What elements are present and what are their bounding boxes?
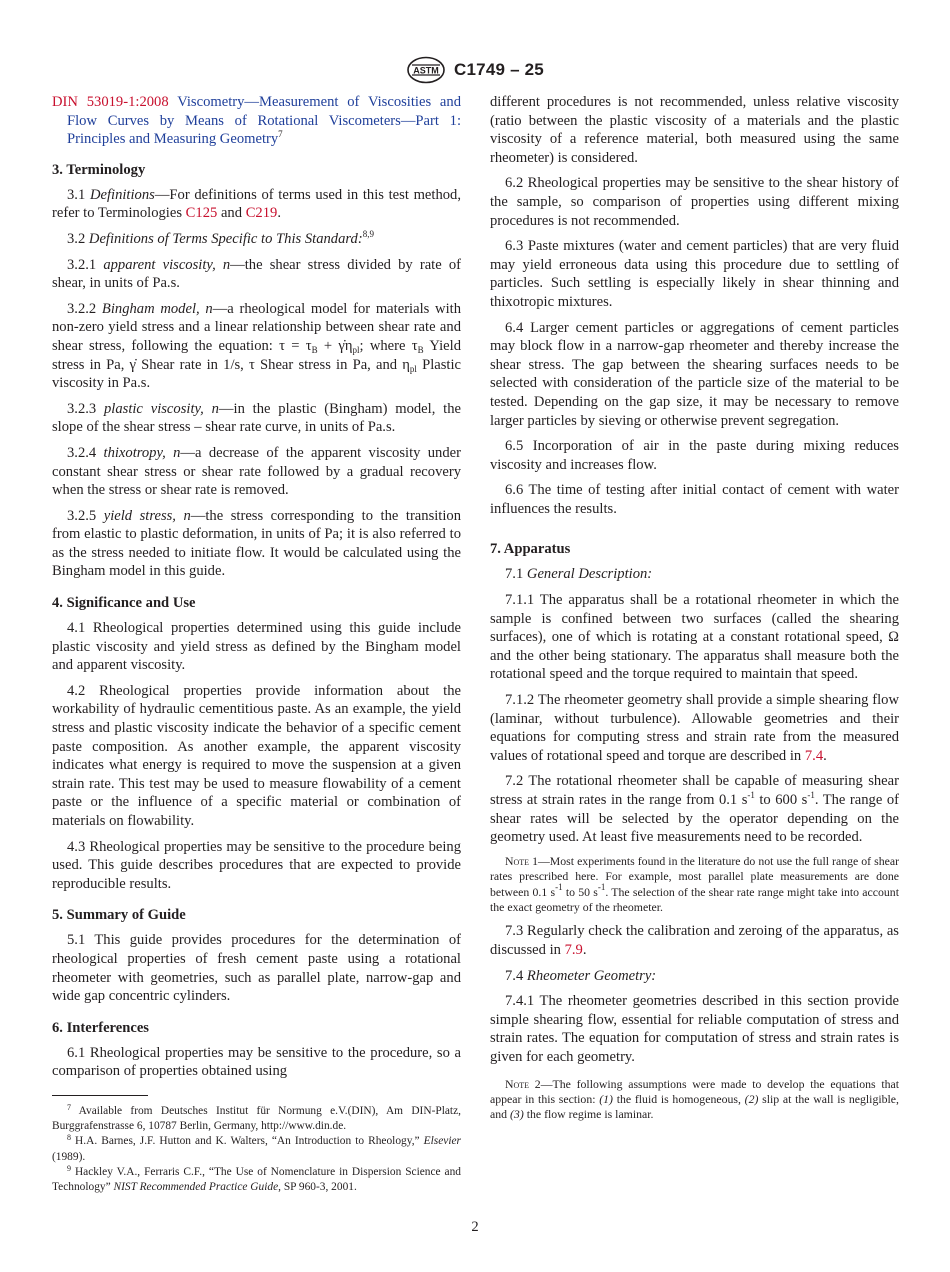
section-7-9-link[interactable]: 7.9	[564, 942, 583, 958]
footnote-ref-7: 7	[278, 129, 283, 140]
para-3-1: 3.1 Definitions—For definitions of terms used in this test method, refer to Terminologies C125 and C219.	[52, 186, 461, 222]
din-title-link[interactable]: Viscometry—Measurement of Viscosities and Flow Curves by Means of Rotational Viscometers—Part 1: Principles and Measuring Geometry	[67, 94, 461, 148]
footnote-divider	[52, 1095, 148, 1096]
para-6-1-cont: different procedures is not recommended, unless relative viscosity (ratio between the plastic viscosity of a materials and the plastic viscosity of a reference material, both measured using the same rheometer) is considered.	[490, 94, 899, 166]
para-3-2-3: 3.2.3 plastic viscosity, n—in the plastic (Bingham) model, the slope of the shear stress – shear rate curve, in units of Pa.s.	[52, 400, 461, 436]
para-7-1: 7.1 General Description:	[505, 566, 653, 583]
footnote-7: $^7$ Available from Deutsches Institut für Normung e.V.(DIN), Am DIN-Platz, Burggrafenstrasse 6, 10787 Berlin, Germany, http://www.din.de.	[52, 1103, 461, 1133]
para-6-2: 6.2 Rheological properties may be sensitive to the shear history of the sample, so comparison of properties using different mixing procedures is not recommended.	[490, 175, 899, 229]
page-number: 2	[471, 1219, 479, 1235]
para-5-1: 5.1 This guide provides procedures for the determination of rheological properties of fresh cement paste using a rotational rheometer with geometries, such as parallel plate, narrow-gap and wide gap concentric cylinders.	[52, 932, 461, 1005]
para-3-2: 3.2 Definitions of Terms Specific to This Standard:$^{8,9}$	[67, 228, 374, 247]
para-7-1-2: 7.1.2 The rheometer geometry shall provide a simple shearing flow (laminar, without turbulence). Allowable geometries and their equations for computing stress and strain rate from the measured values of rotational speed and torque are described in 7.4.	[490, 692, 899, 764]
para-7-1-1: 7.1.1 The apparatus shall be a rotational rheometer in which the sample is confined between two surfaces (called the shearing surfaces), one of which is rotating at a constant rotational speed, Ω and the other being stationary. The apparatus shall measure both the rotational speed and the torque required to maintain that speed.	[490, 592, 899, 683]
para-6-5: 6.5 Incorporation of air in the paste during mixing reduces viscosity and increases flow.	[490, 438, 899, 473]
para-7-3: 7.3 Regularly check the calibration and zeroing of the apparatus, as discussed in 7.9.	[490, 923, 899, 958]
para-3-2-1: 3.2.1 apparent viscosity, n—the shear stress divided by rate of shear, in units of Pa.s.	[52, 256, 462, 292]
para-6-3: 6.3 Paste mixtures (water and cement particles) that are very fluid may yield erroneous data using this procedure due to settling of particles. Such settling is especially likely in shear thinning and thixotropic mixtures.	[490, 238, 899, 310]
section-7-4-link[interactable]: 7.4	[804, 747, 824, 764]
para-6-6: 6.6 The time of testing after initial contact of cement with water influences the results.	[490, 482, 899, 517]
astm-logo-icon	[406, 56, 446, 84]
right-column	[490, 93, 899, 1130]
left-column	[52, 93, 461, 1088]
para-7-4-1: 7.4.1 The rheometer geometries described in this section provide simple shearing flow, essential for reliable computation of stress and strain rates. The equation for computation of stress and strain rates is given for each geometry.	[490, 993, 899, 1065]
para-6-1-start: 6.1 Rheological properties may be sensitive to the procedure, so a comparison of properties obtained using	[52, 1044, 461, 1080]
para-6-4: 6.4 Larger cement particles or aggregations of cement particles may block flow in a narrow-gap rheometer and thereby increase the shear stress. The gap between the shearing surfaces needs to be selected with consideration of the particle size of the material to be tested. Depending on the gap size, it may be necessary to remove larger particles by sieving or otherwise prevent segregation.	[490, 319, 899, 429]
page-header	[0, 56, 950, 84]
section-7-heading: 7. Apparatus	[490, 541, 571, 558]
para-4-2: 4.2 Rheological properties provide information about the workability of hydraulic cementitious paste. As an example, the yield stress and plastic viscosity indicate the behavior of a specific cement paste composition. As another example, the apparent viscosity indicates what energy is required to move the suspension at a given strain rate. This test may be used to measure flowability of a cement paste or the influence of a specific material or combination of materials on flowability.	[52, 682, 461, 829]
c219-link[interactable]: C219	[245, 205, 278, 222]
para-4-3: 4.3 Rheological properties may be sensitive to the procedure being used. This guide describes procedures that are expected to provide reproducible results.	[52, 838, 461, 892]
para-3-2-2: 3.2.2 Bingham model, n—a rheological model for materials with non-zero yield stress and a linear relationship between shear rate and shear stress, following the equation: $\tau = \tau_B$ + $\gammȧ\eta_{pl}$; where $\tau_B$ Yield stress in Pa, γ̇ Shear rate in 1/s, τ Shear stress in Pa, and $\eta_{pl}$ Plastic viscosity in Pa.s.	[52, 300, 462, 392]
din-reference	[52, 93, 461, 149]
footnotes	[52, 1104, 461, 1195]
document-id: C1749 – 25	[454, 60, 544, 79]
section-3-heading: 3. Terminology	[52, 161, 146, 178]
para-4-1: 4.1 Rheological properties determined using this guide include plastic viscosity and yield stress as defined by the Bingham model and apparent viscosity.	[52, 620, 461, 674]
svg-text:ASTM: ASTM	[413, 65, 439, 76]
section-6-heading: 6. Interferences	[52, 1019, 149, 1036]
para-3-2-5: 3.2.5 yield stress, n—the stress corresponding to the transition from elastic to plastic deformation, in units of Pa; it is also referred to as the stress needed to initiate flow. It would be calculated using the Bingham model in this guide.	[52, 507, 462, 580]
footnote-8: $^8$ H.A. Barnes, J.F. Hutton and K. Walters, “An Introduction to Rheology,” Elsevier (1989).	[52, 1133, 461, 1163]
para-3-2-4: 3.2.4 thixotropy, n—a decrease of the apparent viscosity under constant shear stress or shear rate followed by a gradual recovery when the stress or shear rate is removed.	[52, 444, 461, 499]
note-2: Note 2—The following assumptions were made to develop the equations that appear in this section: (1) the fluid is homogeneous, (2) slip at the wall is negligible, and (3) the flow regime is laminar.	[490, 1076, 900, 1122]
section-4-heading: 4. Significance and Use	[52, 595, 196, 612]
para-7-2: 7.2 The rotational rheometer shall be capable of measuring shear stress at strain rates in the range from 0.1 $s^{-1}$ to 600 $s^{-1}$. The range of shear rates will be selected by the operator depending on the geometry used. At least five measurements need to be recorded.	[490, 773, 899, 846]
note-1: Note 1—Most experiments found in the literature do not use the full range of shear rates prescribed here. For example, most parallel plate measurements are done between 0.1 $s^{-1}$ to 50 $s^{-1}$. The selection of the shear rate range might take into account the exact geometry of the rheometer.	[490, 853, 899, 914]
din-code-link[interactable]: DIN 53019-1:2008	[52, 94, 169, 110]
footnote-9: $^9$ Hackley V.A., Ferraris C.F., “The Use of Nomenclature in Dispersion Science and Technology” NIST Recommended Practice Guide, SP 960-3, 2001.	[52, 1163, 461, 1194]
section-5-heading: 5. Summary of Guide	[52, 907, 186, 924]
para-7-4: 7.4 Rheometer Geometry:	[505, 967, 657, 984]
c125-link[interactable]: C125	[185, 205, 218, 222]
